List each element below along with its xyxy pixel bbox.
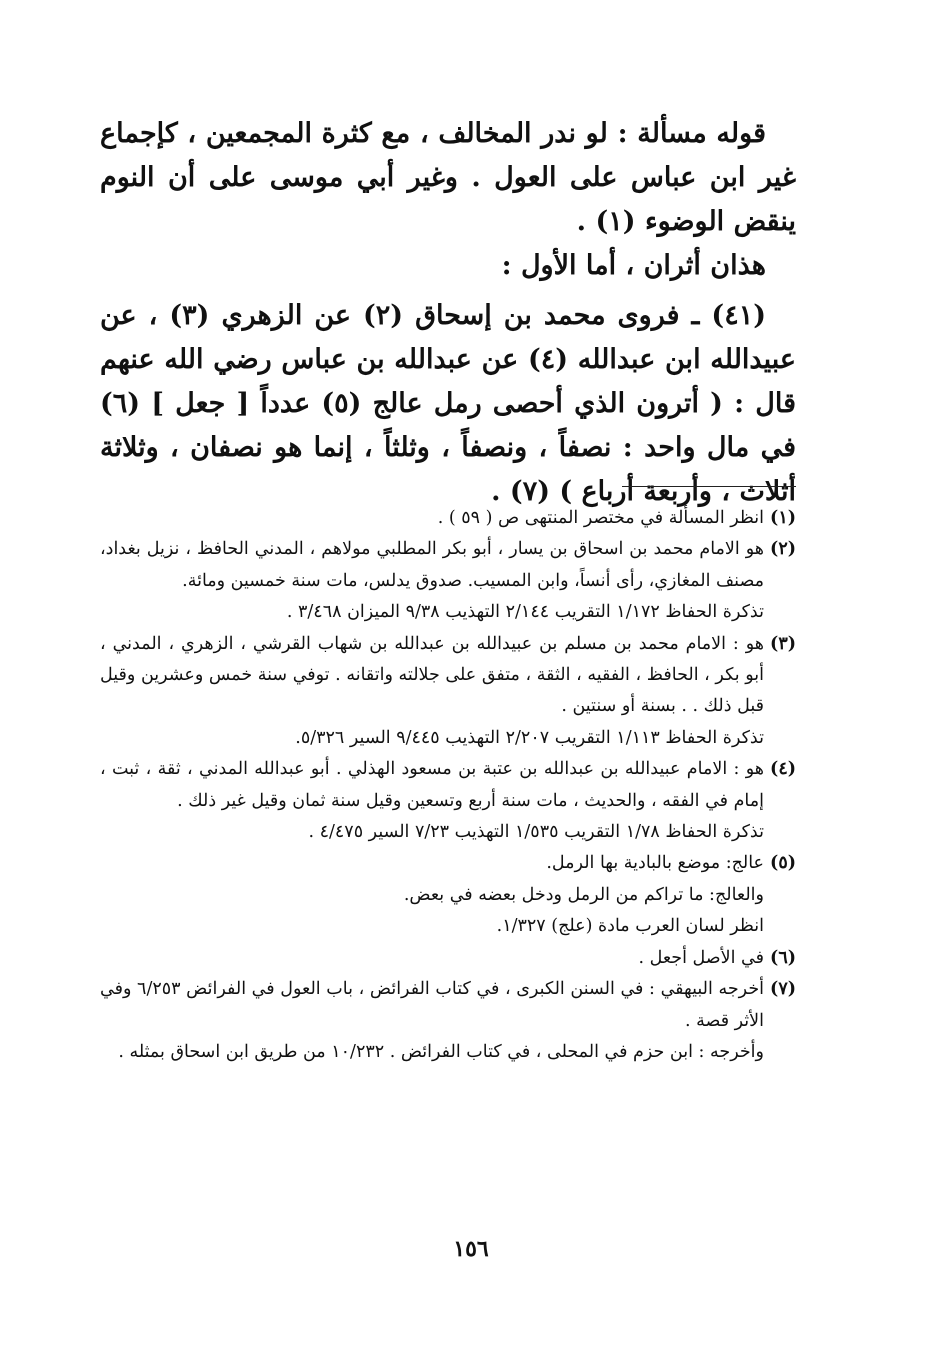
footnote-number: (٣) — [770, 633, 796, 654]
footnote-line: تذكرة الحفاظ ١/٧٨ التقريب ١/٥٣٥ التهذيب ٧/٢٣ السير ٤/٤٧٥ . — [308, 822, 764, 843]
footnote-5 — [100, 848, 796, 942]
footnote-1 — [100, 503, 796, 534]
footnotes — [100, 503, 796, 1068]
footnote-4 — [100, 754, 796, 848]
main-text — [100, 112, 796, 514]
footnote-number: (٦) — [770, 947, 796, 968]
footnote-line: هو الامام محمد بن اسحاق بن يسار ، أبو بكر المطلبي مولاهم ، المدني الحافظ ، نزيل بغداد، مصنف المغازي، رأى أنساً، وابن المسيب. صدوق يدلس، مات سنة خمسين ومائة. — [100, 539, 764, 591]
footnote-line: والعالج: ما تراكم من الرمل ودخل بعضه في بعض. — [403, 884, 764, 905]
footnote-separator — [622, 486, 796, 487]
footnote-2 — [100, 534, 796, 628]
paragraph-question: قوله مسألة : لو ندر المخالف ، مع كثرة المجمعين ، كإجماع غير ابن عباس على العول . وغير أبي موسى على أن النوم ينقض الوضوء (١) . — [100, 118, 796, 237]
footnote-6 — [100, 943, 796, 974]
footnote-line: وأخرجه : ابن حزم في المحلى ، في كتاب الفرائض . ١٠/٢٣٢ من طريق ابن اسحاق بمثله . — [118, 1041, 764, 1062]
footnote-line: أخرجه البيهقي : في السنن الكبرى ، في كتاب الفرائض ، باب العول في الفرائض ٦/٢٥٣ وفي الأثر قصة . — [100, 979, 765, 1031]
footnote-3 — [100, 629, 796, 755]
footnote-line: انظر المسألة في مختصر المنتهى ص ( ٥٩ ) . — [437, 508, 764, 528]
footnote-number: (٤) — [770, 759, 796, 780]
footnote-number: (٧) — [770, 979, 796, 1000]
footnote-line: تذكرة الحفاظ ١/١١٣ التقريب ٢/٢٠٧ التهذيب ٩/٤٤٥ السير ٥/٣٢٦. — [295, 727, 764, 748]
footnote-7 — [100, 974, 796, 1068]
footnote-line: عالج: موضع بالبادية بها الرمل. — [546, 853, 764, 874]
footnote-number: (١) — [770, 508, 796, 528]
footnote-number: (٢) — [770, 539, 796, 560]
page-number: ١٥٦ — [453, 1236, 489, 1262]
footnote-line: تذكرة الحفاظ ١/١٧٢ التقريب ٢/١٤٤ التهذيب ٩/٣٨ الميزان ٣/٤٦٨ . — [286, 602, 764, 623]
footnote-line: انظر لسان العرب مادة (علج) ١/٣٢٧. — [496, 916, 764, 937]
footnote-line: في الأصل أجعل . — [638, 947, 764, 968]
footnote-number: (٥) — [770, 853, 796, 874]
paragraph-intro: هذان أثران ، أما الأول : — [501, 250, 766, 281]
footnote-line: هو : الامام محمد بن مسلم بن عبيدالله بن عبدالله بن شهاب القرشي ، الزهري ، المدني ، أبو بكر ، الحافظ ، الفقيه ، الثقة ، متفق على جلالته واتقانه . توفي سنة خمس وعشرين وقيل قبل ذلك . . بسنة أو سنتين . — [100, 633, 765, 717]
paragraph-narration-41: (٤١) ـ فروى محمد بن إسحاق (٢) عن الزهري (٣) ، عن عبيدالله ابن عبدالله (٤) عن عبدالله بن عباس رضي الله عنهم قال : ( أترون الذي أحصى رمل عالج (٥) عدداً [ جعل ] (٦) في مال واحد : نصفاً ، ونصفاً ، وثلثاً ، إنما هو نصفان ، وثلاثة أثلاث ، وأربعة أرباع ) (٧) . — [100, 300, 796, 507]
footnote-line: هو : الامام عبيدالله بن عبدالله بن عتبة بن مسعود الهذلي . أبو عبدالله المدني ، ثقة ، ثبت ، إمام في الفقه ، والحديث ، مات سنة أربع وتسعين وقيل سنة ثمان وقيل غير ذلك . — [100, 759, 764, 811]
